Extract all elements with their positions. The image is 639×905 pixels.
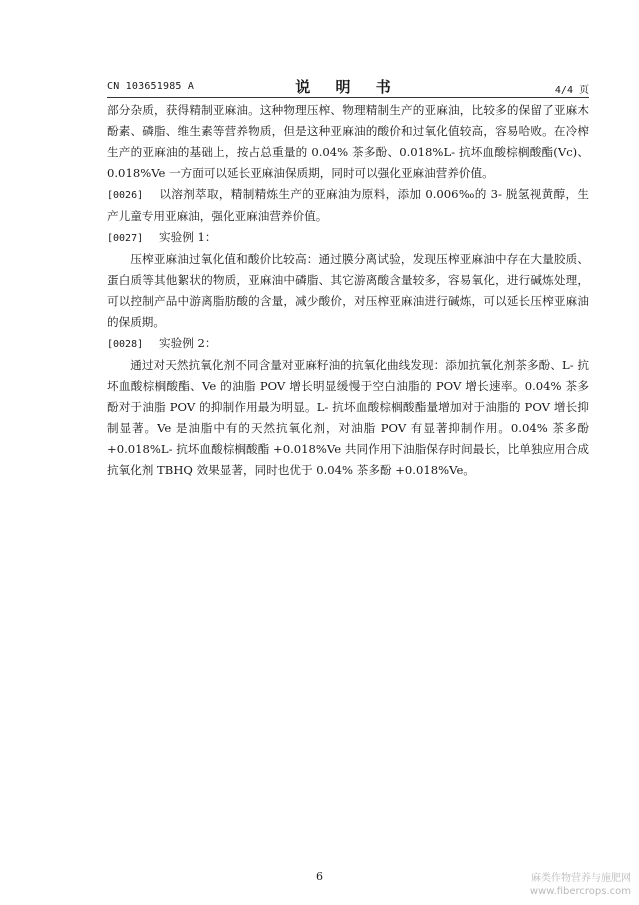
paragraph-number: [0028] [107,339,144,350]
page-indicator: 4/4 页 [554,85,589,96]
experiment-2-text: 通过对天然抗氧化剂不同含量对亚麻籽油的抗氧化曲线发现：添加抗氧化剂茶多酚、L- 抗坏血酸棕榈酸酯、Ve 的油脂 POV 增长明显缓慢于空白油脂的 POV 增长速率。0.04% 茶多酚对于油脂 POV 的抑制作用最为明显。L- 抗坏血酸棕榈酸酯量增加对于油脂的 POV 增长抑制显著。Ve 是油脂中有的天然抗氧化剂，对油脂 POV 有显著抑制作用。0.04% 茶多酚 +0.018%L- 抗坏血酸棕榈酸酯 +0.018%Ve 共同作用下油脂保存时间最长，比单独应用合成抗氧化剂 TBHQ 效果显著，同时也优于 0.04% 茶多酚 +0.018%Ve。 [107,358,589,477]
page-header [107,76,589,96]
watermark-url: www.fibercrops.com [529,886,631,897]
experiment-1-text: 压榨亚麻油过氧化值和酸价比较高：通过膜分离试验，发现压榨亚麻油中存在大量胶质、蛋白质等其他絮状的物质，亚麻油中磷脂、其它游离酸含量较多，容易氧化，进行碱炼处理，可以控制产品中游离脂肪酸的含量，减少酸价，对压榨亚麻油进行碱炼，可以延长压榨亚麻油的保质期。 [107,252,589,329]
paragraph-heading: 实验例 1： [159,230,217,244]
paragraph-number: [0026] [107,190,144,201]
paragraph-heading: 实验例 2： [159,336,217,350]
paragraph-text: 以溶剂萃取，精制精炼生产的亚麻油为原料，添加 0.006‰的 3- 脱氢视黄醇，生产儿童专用亚麻油，强化亚麻油营养价值。 [107,187,589,223]
patent-number: CN 103651985 A [107,81,195,92]
paragraph-continued: 部分杂质，获得精制亚麻油。这种物理压榨、物理精制生产的亚麻油，比较多的保留了亚麻木酚素、磷脂、维生素等营养物质，但是这种亚麻油的酸价和过氧化值较高，容易哈败。在冷榨生产的亚麻油的基础上，按占总重量的 0.04% 茶多酚、0.018%L- 抗坏血酸棕榈酸酯(Vc)、0.018%Ve 一方面可以延长亚麻油保质期，同时可以强化亚麻油营养价值。 [107,103,589,180]
watermark-name: 麻类作物营养与施肥网 [531,873,631,884]
document-body [107,100,589,481]
page-number: 6 [316,870,323,883]
paragraph-0027 [107,227,589,249]
document-title: 说 明 书 [295,78,401,96]
header-rule [107,97,589,98]
site-watermark [530,872,631,898]
paragraph-0028 [107,333,589,355]
paragraph-0026 [107,184,589,227]
paragraph-number: [0027] [107,233,144,244]
